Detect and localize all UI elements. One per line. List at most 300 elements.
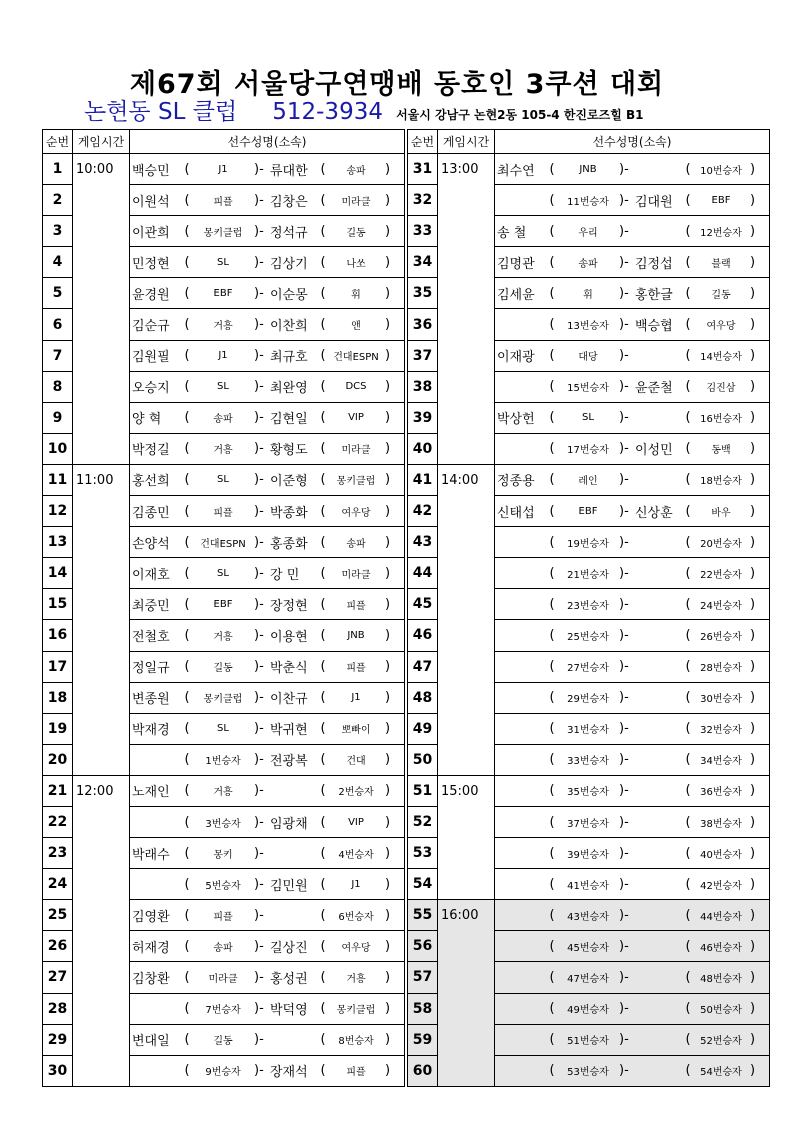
- game-time: [441, 682, 494, 690]
- match-number: 57: [408, 962, 438, 993]
- players-cell: [495, 185, 770, 216]
- paren-open: (: [184, 379, 190, 395]
- game-time-cell: [73, 869, 130, 900]
- vs-dash: )-: [619, 627, 629, 643]
- game-time-cell: [73, 589, 130, 620]
- player1-club: 33번승자: [567, 756, 609, 768]
- match-row: [408, 838, 770, 869]
- game-time: [441, 527, 494, 535]
- paren-open: (: [184, 721, 190, 737]
- vs-dash: )-: [254, 379, 264, 395]
- game-time-cell: [438, 464, 495, 495]
- player1-name: 손양석: [132, 536, 170, 552]
- match-number: 12: [43, 496, 73, 527]
- paren-open: (: [320, 565, 326, 581]
- paren-open: (: [685, 969, 691, 985]
- player1-club: 53번승자: [567, 1067, 609, 1079]
- player2-club: 나쏘: [346, 258, 366, 270]
- paren-close: ): [384, 938, 391, 954]
- players-cell: [495, 309, 770, 340]
- player2-club: 여우당: [341, 507, 371, 519]
- player2-club: 44번승자: [700, 911, 742, 923]
- vs-dash: )-: [254, 192, 264, 208]
- paren-open: (: [685, 410, 691, 426]
- player1-club: 23번승자: [567, 600, 609, 612]
- match-number: 17: [43, 651, 73, 682]
- match-number: 60: [408, 1055, 438, 1086]
- match-row: [43, 496, 405, 527]
- game-time-cell: [73, 806, 130, 837]
- game-time: [441, 402, 494, 410]
- players-cell: [130, 216, 405, 247]
- players-cell: [495, 682, 770, 713]
- paren-close: ): [749, 752, 756, 768]
- game-time: [76, 682, 129, 690]
- player1-club: 29번승자: [567, 694, 609, 706]
- player2-club: 길동: [346, 227, 366, 239]
- paren-close: ): [749, 1063, 756, 1079]
- game-time: 16:00: [441, 908, 479, 924]
- paren-open: (: [549, 659, 555, 675]
- paren-open: (: [549, 1001, 555, 1017]
- match-number: 45: [408, 589, 438, 620]
- game-time: [441, 278, 494, 286]
- game-time: [76, 993, 129, 1001]
- paren-open: (: [320, 441, 326, 457]
- paren-open: (: [685, 876, 691, 892]
- game-time-cell: [438, 496, 495, 527]
- game-time-cell: [73, 900, 130, 931]
- match-row: [43, 402, 405, 433]
- game-time-cell: [73, 1024, 130, 1055]
- player2-club: EBF: [711, 194, 731, 206]
- paren-open: (: [184, 192, 190, 208]
- paren-open: (: [184, 752, 190, 768]
- game-time-cell: [438, 558, 495, 589]
- paren-close: ): [384, 254, 391, 270]
- players-cell: [130, 838, 405, 869]
- game-time-cell: [73, 775, 130, 806]
- player1-club: 21번승자: [567, 569, 609, 581]
- player2-name: 박덕영: [270, 1003, 308, 1019]
- game-time-cell: [73, 620, 130, 651]
- paren-open: (: [549, 1032, 555, 1048]
- player2-club: 14번승자: [700, 352, 742, 364]
- club-phone: 512-3934: [272, 99, 383, 125]
- paren-open: (: [549, 752, 555, 768]
- vs-dash: )-: [254, 410, 264, 426]
- vs-dash: )-: [619, 379, 629, 395]
- match-row: [408, 558, 770, 589]
- game-time-cell: [73, 713, 130, 744]
- paren-open: (: [685, 938, 691, 954]
- player2-club: 송파: [346, 165, 366, 177]
- player2-club: 50번승자: [700, 1005, 742, 1017]
- player1-club: 35번승자: [567, 787, 609, 799]
- players-cell: [495, 402, 770, 433]
- player2-name: 이준형: [270, 474, 308, 490]
- players-cell: [495, 962, 770, 993]
- player2-name: 윤준철: [635, 381, 673, 397]
- vs-dash: )-: [619, 503, 629, 519]
- player2-club: 피플: [346, 1067, 366, 1079]
- paren-open: (: [685, 223, 691, 239]
- player1-club: 대당: [578, 352, 598, 364]
- game-time: [441, 340, 494, 348]
- match-row: [43, 993, 405, 1024]
- game-time: [76, 278, 129, 286]
- player1-club: 몽키클럽: [203, 694, 243, 706]
- game-time-cell: [438, 154, 495, 185]
- game-time: [441, 744, 494, 752]
- paren-open: (: [685, 1032, 691, 1048]
- paren-open: (: [549, 379, 555, 395]
- player2-club: 건대: [346, 756, 366, 768]
- vs-dash: )-: [619, 285, 629, 301]
- player1-club: 17번승자: [567, 445, 609, 457]
- match-number: 48: [408, 682, 438, 713]
- paren-close: ): [384, 348, 391, 364]
- player1-club: 거흥: [213, 445, 233, 457]
- players-cell: [495, 278, 770, 309]
- match-row: [43, 433, 405, 464]
- vs-dash: )-: [254, 907, 264, 923]
- player1-club: 7번승자: [205, 1005, 241, 1017]
- paren-open: (: [184, 814, 190, 830]
- player2-club: 여우당: [706, 321, 736, 333]
- paren-open: (: [685, 348, 691, 364]
- player1-club: SL: [217, 256, 229, 268]
- player2-club: VIP: [348, 412, 364, 424]
- vs-dash: )-: [254, 285, 264, 301]
- paren-open: (: [549, 721, 555, 737]
- players-cell: [495, 900, 770, 931]
- match-row: [408, 931, 770, 962]
- players-cell: [495, 993, 770, 1024]
- game-time: [76, 433, 129, 441]
- player2-club: J1: [351, 692, 361, 704]
- player2-name: 홍종화: [270, 536, 308, 552]
- paren-open: (: [549, 627, 555, 643]
- match-number: 53: [408, 838, 438, 869]
- game-time: [76, 651, 129, 659]
- player2-club: 24번승자: [700, 600, 742, 612]
- game-time-cell: [73, 340, 130, 371]
- game-time-cell: [73, 496, 130, 527]
- player1-name: 양 혁: [132, 412, 162, 428]
- game-time: [441, 371, 494, 379]
- paren-close: ): [384, 876, 391, 892]
- vs-dash: )-: [254, 317, 264, 333]
- match-number: 2: [43, 185, 73, 216]
- match-row: [408, 1024, 770, 1055]
- vs-dash: )-: [619, 876, 629, 892]
- player1-name: 이원석: [132, 194, 170, 210]
- player2-club: 미라클: [341, 569, 371, 581]
- player2-club: 40번승자: [700, 849, 742, 861]
- player1-club: 15번승자: [567, 383, 609, 395]
- player2-name: 전광복: [270, 754, 308, 770]
- game-time: [441, 216, 494, 224]
- paren-open: (: [549, 254, 555, 270]
- paren-close: ): [749, 690, 756, 706]
- game-time-cell: [438, 962, 495, 993]
- match-number: 38: [408, 371, 438, 402]
- player2-club: 36번승자: [700, 787, 742, 799]
- paren-open: (: [184, 1063, 190, 1079]
- players-cell: [130, 309, 405, 340]
- paren-close: ): [749, 876, 756, 892]
- paren-close: ): [384, 192, 391, 208]
- paren-close: ): [749, 317, 756, 333]
- players-cell: [130, 744, 405, 775]
- player1-club: SL: [582, 412, 594, 424]
- match-number: 30: [43, 1055, 73, 1086]
- player2-club: 6번승자: [338, 911, 374, 923]
- paren-open: (: [549, 565, 555, 581]
- paren-close: ): [384, 752, 391, 768]
- players-cell: [130, 651, 405, 682]
- match-row: [408, 464, 770, 495]
- player2-club: VIP: [348, 816, 364, 828]
- paren-open: (: [320, 379, 326, 395]
- player1-club: 49번승자: [567, 1005, 609, 1017]
- player1-club: 51번승자: [567, 1036, 609, 1048]
- club-address: 서울시 강남구 논현2동 105-4 한진로즈힐 B1: [396, 108, 644, 122]
- match-row: [43, 713, 405, 744]
- game-time: 11:00: [76, 472, 114, 488]
- paren-open: (: [184, 596, 190, 612]
- paren-close: ): [384, 907, 391, 923]
- vs-dash: )-: [254, 627, 264, 643]
- paren-open: (: [320, 938, 326, 954]
- match-row: [408, 682, 770, 713]
- match-row: [408, 154, 770, 185]
- player1-name: 백승민: [132, 163, 170, 179]
- player1-name: 변대일: [132, 1034, 170, 1050]
- game-time: [76, 247, 129, 255]
- game-time: [76, 589, 129, 597]
- player1-name: 노재인: [132, 785, 170, 801]
- match-row: [408, 402, 770, 433]
- player2-club: 20번승자: [700, 538, 742, 550]
- vs-dash: )-: [619, 690, 629, 706]
- match-row: [408, 962, 770, 993]
- player2-club: 김진삼: [706, 383, 736, 395]
- page-title: 제67회 서울당구연맹배 동호인 3쿠션 대회: [129, 69, 665, 100]
- players-cell: [495, 931, 770, 962]
- player2-club: 52번승자: [700, 1036, 742, 1048]
- paren-open: (: [184, 1001, 190, 1017]
- match-number: 56: [408, 931, 438, 962]
- col-header-num: 순번: [43, 130, 73, 154]
- players-cell: [495, 806, 770, 837]
- players-cell: [495, 371, 770, 402]
- game-time: [76, 744, 129, 752]
- vs-dash: )-: [619, 161, 629, 177]
- player1-club: 우리: [578, 227, 598, 239]
- player1-name: 김명관: [497, 256, 535, 272]
- match-row: [408, 713, 770, 744]
- paren-close: ): [384, 379, 391, 395]
- paren-open: (: [184, 410, 190, 426]
- match-row: [43, 154, 405, 185]
- players-cell: [130, 962, 405, 993]
- player2-club: 38번승자: [700, 818, 742, 830]
- vs-dash: )-: [619, 845, 629, 861]
- player1-club: J1: [218, 350, 228, 362]
- paren-open: (: [685, 814, 691, 830]
- match-number: 32: [408, 185, 438, 216]
- match-row: [43, 651, 405, 682]
- vs-dash: )-: [619, 1001, 629, 1017]
- paren-open: (: [320, 783, 326, 799]
- player1-club: 피플: [213, 507, 233, 519]
- paren-open: (: [320, 348, 326, 364]
- players-cell: [130, 993, 405, 1024]
- paren-open: (: [549, 472, 555, 488]
- player1-name: 윤경원: [132, 287, 170, 303]
- player2-club: J1: [351, 878, 361, 890]
- vs-dash: )-: [254, 969, 264, 985]
- vs-dash: )-: [619, 783, 629, 799]
- paren-close: ): [749, 410, 756, 426]
- players-cell: [495, 340, 770, 371]
- game-time: [76, 900, 129, 908]
- paren-open: (: [685, 721, 691, 737]
- paren-open: (: [685, 565, 691, 581]
- paren-open: (: [320, 969, 326, 985]
- paren-close: ): [749, 192, 756, 208]
- game-time-cell: [438, 216, 495, 247]
- paren-close: ): [384, 1032, 391, 1048]
- match-number: 34: [408, 247, 438, 278]
- player1-club: 37번승자: [567, 818, 609, 830]
- paren-open: (: [184, 223, 190, 239]
- match-number: 18: [43, 682, 73, 713]
- game-time-cell: [73, 309, 130, 340]
- match-number: 42: [408, 496, 438, 527]
- vs-dash: )-: [619, 1063, 629, 1079]
- paren-close: ): [749, 161, 756, 177]
- player2-club: JNB: [347, 629, 365, 641]
- player2-club: 16번승자: [700, 414, 742, 426]
- vs-dash: )-: [254, 938, 264, 954]
- paren-open: (: [549, 845, 555, 861]
- game-time-cell: [73, 433, 130, 464]
- match-row: [408, 496, 770, 527]
- player2-club: 길동: [711, 289, 731, 301]
- paren-open: (: [184, 1032, 190, 1048]
- game-time: [441, 433, 494, 441]
- paren-open: (: [320, 1001, 326, 1017]
- vs-dash: )-: [254, 596, 264, 612]
- paren-open: (: [549, 317, 555, 333]
- paren-open: (: [184, 907, 190, 923]
- game-time: [441, 962, 494, 970]
- paren-open: (: [320, 503, 326, 519]
- paren-open: (: [184, 534, 190, 550]
- paren-open: (: [549, 969, 555, 985]
- match-row: [408, 993, 770, 1024]
- paren-open: (: [184, 565, 190, 581]
- player1-club: 길동: [213, 663, 233, 675]
- player1-name: 박정길: [132, 443, 170, 459]
- game-time-cell: [73, 931, 130, 962]
- player1-name: 이관희: [132, 225, 170, 241]
- match-number: 40: [408, 433, 438, 464]
- game-time-cell: [73, 402, 130, 433]
- match-number: 6: [43, 309, 73, 340]
- player1-club: 19번승자: [567, 538, 609, 550]
- players-cell: [495, 433, 770, 464]
- paren-open: (: [320, 907, 326, 923]
- vs-dash: )-: [619, 223, 629, 239]
- paren-open: (: [320, 752, 326, 768]
- paren-open: (: [685, 285, 691, 301]
- paren-close: ): [749, 596, 756, 612]
- player2-name: 임광채: [270, 816, 308, 832]
- players-cell: [130, 620, 405, 651]
- player2-club: 건대ESPN: [333, 352, 379, 364]
- game-time-cell: [438, 775, 495, 806]
- vs-dash: )-: [619, 659, 629, 675]
- players-cell: [495, 558, 770, 589]
- player2-club: 2번승자: [338, 787, 374, 799]
- paren-close: ): [384, 441, 391, 457]
- match-row: [408, 185, 770, 216]
- vs-dash: )-: [254, 348, 264, 364]
- game-time-cell: [73, 1055, 130, 1086]
- vs-dash: )-: [254, 845, 264, 861]
- match-number: 19: [43, 713, 73, 744]
- player2-name: 이찬희: [270, 319, 308, 335]
- game-time: [76, 713, 129, 721]
- match-number: 59: [408, 1024, 438, 1055]
- paren-close: ): [384, 969, 391, 985]
- player1-club: EBF: [213, 598, 233, 610]
- vs-dash: )-: [619, 534, 629, 550]
- paren-open: (: [320, 254, 326, 270]
- players-cell: [495, 713, 770, 744]
- paren-open: (: [184, 690, 190, 706]
- paren-open: (: [320, 845, 326, 861]
- player1-club: 건대ESPN: [200, 538, 246, 550]
- player2-club: 휘: [351, 289, 361, 301]
- paren-open: (: [320, 317, 326, 333]
- paren-open: (: [320, 876, 326, 892]
- player1-club: 9번승자: [205, 1067, 241, 1079]
- match-number: 9: [43, 402, 73, 433]
- match-number: 50: [408, 744, 438, 775]
- game-time-cell: [438, 371, 495, 402]
- game-time: [76, 216, 129, 224]
- player1-club: 레인: [578, 476, 598, 488]
- match-number: 55: [408, 900, 438, 931]
- vs-dash: )-: [619, 596, 629, 612]
- paren-open: (: [184, 472, 190, 488]
- match-row: [43, 216, 405, 247]
- match-row: [408, 744, 770, 775]
- match-row: [408, 340, 770, 371]
- paren-close: ): [749, 534, 756, 550]
- player1-club: SL: [217, 381, 229, 393]
- player2-club: 뽀빠이: [341, 725, 371, 737]
- player2-club: 22번승자: [700, 569, 742, 581]
- player1-club: 미라클: [208, 973, 238, 985]
- match-row: [408, 806, 770, 837]
- player1-club: 47번승자: [567, 973, 609, 985]
